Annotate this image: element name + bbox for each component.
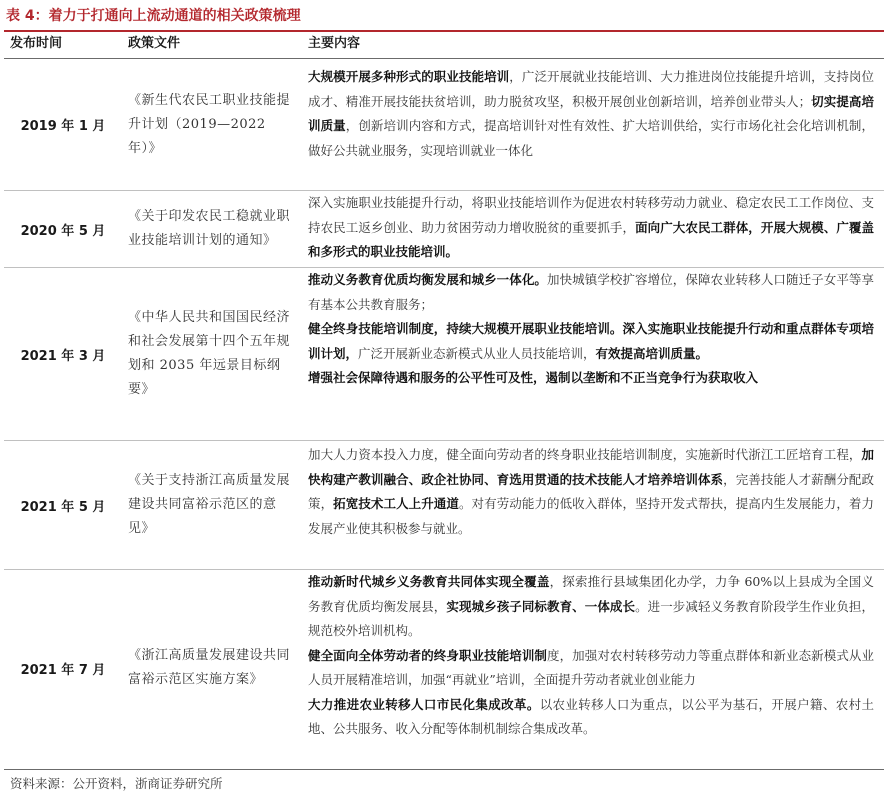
- row-content: [308, 191, 874, 265]
- content-paragraph: [308, 443, 874, 541]
- document-title: 《关于印发农民工稳就业职业技能培训计划的通知》: [128, 209, 291, 248]
- bold-text: 健全面向全体劳动者的终身职业技能培训制: [308, 647, 547, 663]
- table-row: [4, 268, 884, 440]
- source-note: 资料来源：公开资料，浙商证券研究所: [10, 776, 223, 791]
- bold-text: 大规模开展多种形式的职业技能培训: [308, 69, 510, 84]
- row-document: [128, 570, 294, 766]
- table-bottom-rule: [4, 769, 884, 770]
- row-content: [308, 443, 874, 541]
- content-paragraph: [308, 570, 874, 644]
- content-paragraph: [308, 268, 874, 317]
- document-title: 《中华人民共和国国民经济和社会发展第十四个五年规划和 2035 年远景目标纲要》: [128, 310, 291, 397]
- document-title: 《关于支持浙江高质量发展建设共同富裕示范区的意见》: [128, 473, 291, 536]
- bold-text: 推动新时代城乡义务教育共同体实现全覆盖: [308, 574, 550, 589]
- bold-text: 面向广大农民工群体，开展大规模、广覆盖和多形式的职业技能培训。: [308, 219, 874, 259]
- table-row: [4, 59, 884, 190]
- content-paragraph: [308, 693, 874, 742]
- row-date: 2020 年 5 月: [20, 223, 106, 239]
- bold-text: 拓宽技术工人上升通道: [333, 496, 459, 511]
- bold-text: 切实提高培训质量: [308, 93, 874, 133]
- bold-text: 大力推进农业转移人口市民化集成改革。: [308, 696, 540, 712]
- bold-text: 有效提高培训质量。: [595, 345, 709, 361]
- plain-text: 深入实施职业技能提升行动，将职业技能培训作为促进农村转移劳动力就业、稳定农民工工作岗位、支持农民工返乡创业、助力贫困劳动力增收脱贫的重要抓手，: [308, 195, 874, 235]
- bold-text: 实现城乡孩子同标教育、一体成长: [446, 598, 636, 614]
- row-date: 2021 年 7 月: [20, 662, 106, 678]
- plain-text: ，广泛开展就业技能培训、大力推进岗位技能提升培训，支持岗位成才、精准开展技能扶贫培训，助力脱贫攻坚，积极开展创业创新培训，培养创业带头人；: [308, 69, 874, 109]
- row-document: [128, 268, 294, 440]
- bold-text: 加快构建产教训融合、政企社协同、育选用贯通的技术技能人才培养培训体系: [308, 447, 874, 487]
- row-date: 2021 年 5 月: [20, 499, 106, 515]
- plain-text: 加快城镇学校扩容增位，保障农业转移人口随迁子女平等享有基本公共教育服务；: [308, 272, 874, 312]
- row-document: [128, 191, 294, 267]
- content-paragraph: [308, 65, 874, 163]
- row-content: [308, 268, 874, 391]
- plain-text: 。对有劳动能力的低收入群体，坚持开发式帮扶，提高内生发展能力，着力发展产业使其积极参与就业。: [308, 496, 874, 536]
- row-content: [308, 65, 874, 163]
- plain-text: 加大人力资本投入力度，健全面向劳动者的终身职业技能培训制度，实施新时代浙江工匠培育工程，: [308, 447, 862, 462]
- row-content: [308, 570, 874, 742]
- plain-text: 。进一步减轻义务教育阶段学生作业负担，规范校外培训机构。: [308, 598, 874, 638]
- document-title: 《浙江高质量发展建设共同富裕示范区实施方案》: [128, 648, 291, 687]
- table-row: [4, 570, 884, 766]
- header-date: 发布时间: [10, 36, 63, 51]
- bold-text: 增强社会保障待遇和服务的公平性可及性，遏制以垄断和不正当竞争行为获取收入: [308, 370, 759, 385]
- plain-text: ，探索推行县域集团化办学，力争 60%以上县成为全国义务教育优质均衡发展县，: [308, 574, 874, 614]
- header-doc: 政策文件: [128, 36, 181, 51]
- row-date: 2019 年 1 月: [20, 119, 106, 134]
- plain-text: 度，加强对农村转移劳动力等重点群体和新业态新模式从业人员开展精准培训，加强“再就业”培训，全面提升劳动者就业创业能力: [308, 647, 874, 687]
- table-title: 表 4：着力于打通向上流动通道的相关政策梳理: [6, 8, 301, 24]
- plain-text: 广泛开展新业态新模式从业人员技能培训，: [358, 345, 596, 361]
- plain-text: ，创新培训内容和方式，提高培训针对性有效性、扩大培训供给，实行市场化社会化培训机制，做好公共就业服务，实现培训就业一体化: [308, 118, 874, 158]
- plain-text: ，完善技能人才薪酬分配政策，: [308, 471, 874, 511]
- plain-text: 以农业转移人口为重点，以公平为基石，开展户籍、农村土地、公共服务、收入分配等体制机制综合集成改革。: [308, 696, 874, 736]
- table-row: [4, 441, 884, 569]
- row-document: [128, 59, 294, 190]
- content-paragraph: [308, 191, 874, 265]
- bold-text: 健全终身技能培训制度，持续大规模开展职业技能培训。深入实施职业技能提升行动和重点群体专项培训计划，: [308, 321, 874, 361]
- header-content: 主要内容: [308, 36, 361, 51]
- content-paragraph: [308, 644, 874, 693]
- row-date: 2021 年 3 月: [20, 348, 106, 364]
- table-row: [4, 191, 884, 267]
- row-document: [128, 441, 294, 569]
- document-title: 《新生代农民工职业技能提升计划（2019—2022 年）》: [128, 92, 291, 156]
- content-paragraph: [308, 366, 874, 391]
- content-paragraph: [308, 317, 874, 366]
- bold-text: 推动义务教育优质均衡发展和城乡一体化。: [308, 272, 547, 287]
